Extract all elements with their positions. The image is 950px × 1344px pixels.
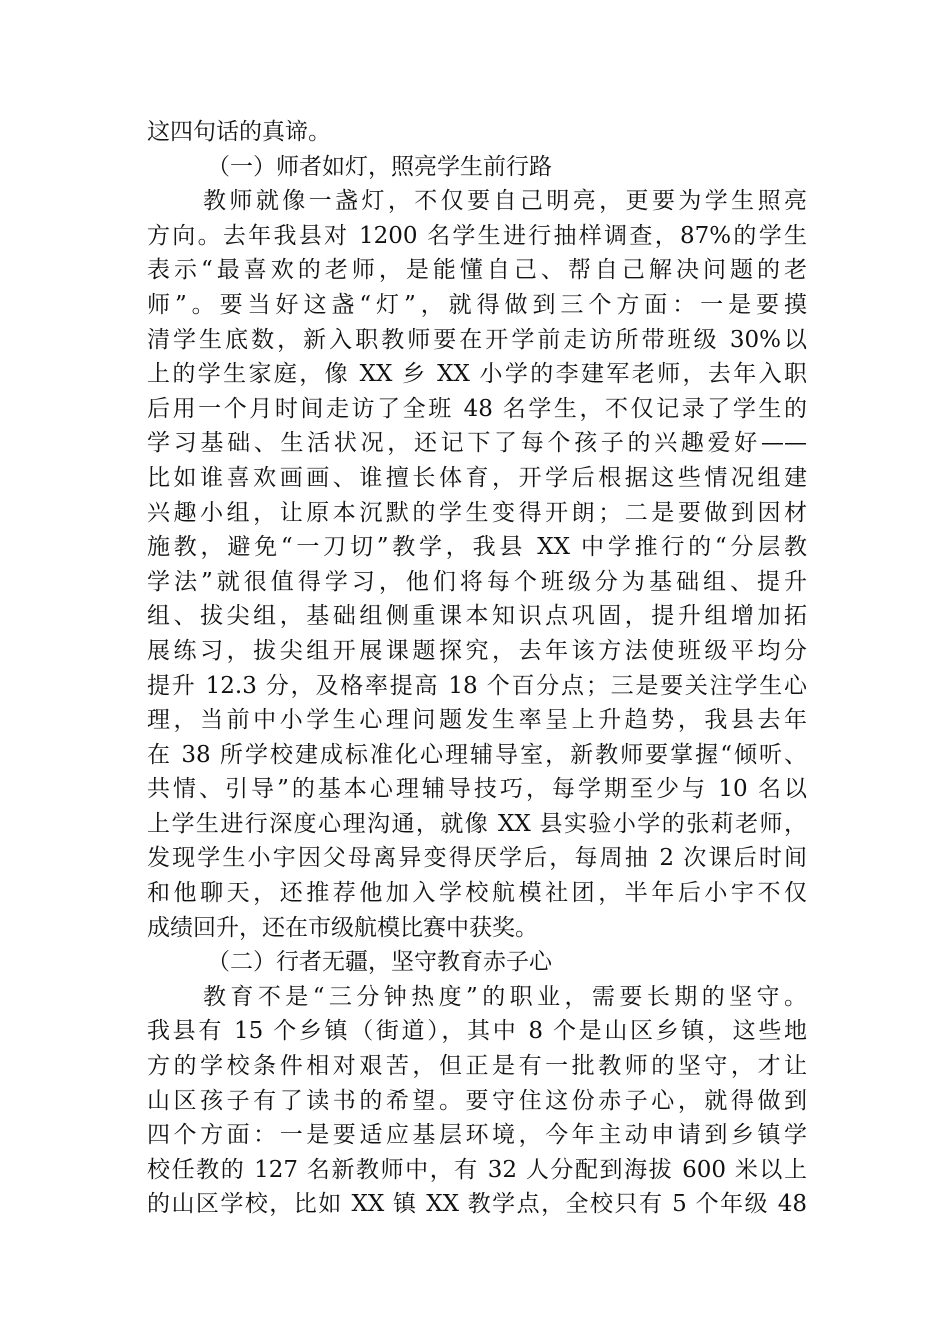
text-line: 的山区学校，比如 XX 镇 XX 教学点，全校只有 5 个年级 48 bbox=[147, 1191, 807, 1218]
section-heading: （二）行者无疆，坚守教育赤子心 bbox=[207, 949, 552, 976]
text-line: 提升 12.3 分，及格率提高 18 个百分点；三是要关注学生心 bbox=[147, 672, 807, 699]
text-line: 和他聊天，还推荐他加入学校航模社团，半年后小宇不仅 bbox=[147, 880, 807, 907]
text-line: 上学生进行深度心理沟通，就像 XX 县实验小学的张莉老师， bbox=[147, 810, 807, 837]
text-line: 山区孩子有了读书的希望。要守住这份赤子心，就得做到 bbox=[147, 1087, 807, 1114]
text-line: 组、拔尖组，基础组侧重课本知识点巩固，提升组增加拓 bbox=[147, 603, 807, 630]
text-line: 理，当前中小学生心理问题发生率呈上升趋势，我县去年 bbox=[147, 707, 807, 734]
text-line: 教育不是“三分钟热度”的职业，需要长期的坚守。 bbox=[203, 983, 807, 1010]
body-text bbox=[147, 115, 807, 1222]
text-line: 学法”就很值得学习，他们将每个班级分为基础组、提升 bbox=[147, 568, 807, 595]
text-line: 后用一个月时间走访了全班 48 名学生，不仅记录了学生的 bbox=[147, 395, 807, 422]
text-line: 四个方面：一是要适应基层环境，今年主动申请到乡镇学 bbox=[147, 1122, 807, 1149]
text-line: 方向。去年我县对 1200 名学生进行抽样调查，87%的学生 bbox=[147, 222, 807, 249]
text-line: 在 38 所学校建成标准化心理辅导室，新教师要掌握“倾听、 bbox=[147, 741, 807, 768]
text-line: 我县有 15 个乡镇（街道），其中 8 个是山区乡镇，这些地 bbox=[147, 1018, 807, 1045]
text-line: 兴趣小组，让原本沉默的学生变得开朗；二是要做到因材 bbox=[147, 499, 807, 526]
section-heading: （一）师者如灯，照亮学生前行路 bbox=[207, 153, 552, 180]
text-line: 学习基础、生活状况，还记下了每个孩子的兴趣爱好—— bbox=[147, 430, 807, 457]
text-line: 成绩回升，还在市级航模比赛中获奖。 bbox=[147, 914, 538, 941]
text-line: 校任教的 127 名新教师中，有 32 人分配到海拔 600 米以上 bbox=[147, 1156, 807, 1183]
text-line: 共情、引导”的基本心理辅导技巧，每学期至少与 10 名以 bbox=[147, 776, 807, 803]
text-line: 上的学生家庭，像 XX 乡 XX 小学的李建军老师，去年入职 bbox=[147, 361, 807, 388]
text-line: 教师就像一盏灯，不仅要自己明亮，更要为学生照亮 bbox=[203, 188, 807, 215]
text-line: 施教，避免“一刀切”教学，我县 XX 中学推行的“分层教 bbox=[147, 534, 807, 561]
text-line: 这四句话的真谛。 bbox=[147, 119, 331, 145]
text-line: 比如谁喜欢画画、谁擅长体育，开学后根据这些情况组建 bbox=[147, 464, 807, 491]
text-line: 发现学生小宇因父母离异变得厌学后，每周抽 2 次课后时间 bbox=[147, 845, 807, 872]
text-line: 展练习，拔尖组开展课题探究，去年该方法使班级平均分 bbox=[147, 637, 807, 664]
text-line: 方的学校条件相对艰苦，但正是有一批教师的坚守，才让 bbox=[147, 1053, 807, 1080]
text-line: 清学生底数，新入职教师要在开学前走访所带班级 30%以 bbox=[147, 326, 807, 353]
text-line: 表示“最喜欢的老师，是能懂自己、帮自己解决问题的老 bbox=[147, 257, 807, 284]
text-line: 师”。要当好这盏“灯”，就得做到三个方面：一是要摸 bbox=[147, 291, 807, 318]
